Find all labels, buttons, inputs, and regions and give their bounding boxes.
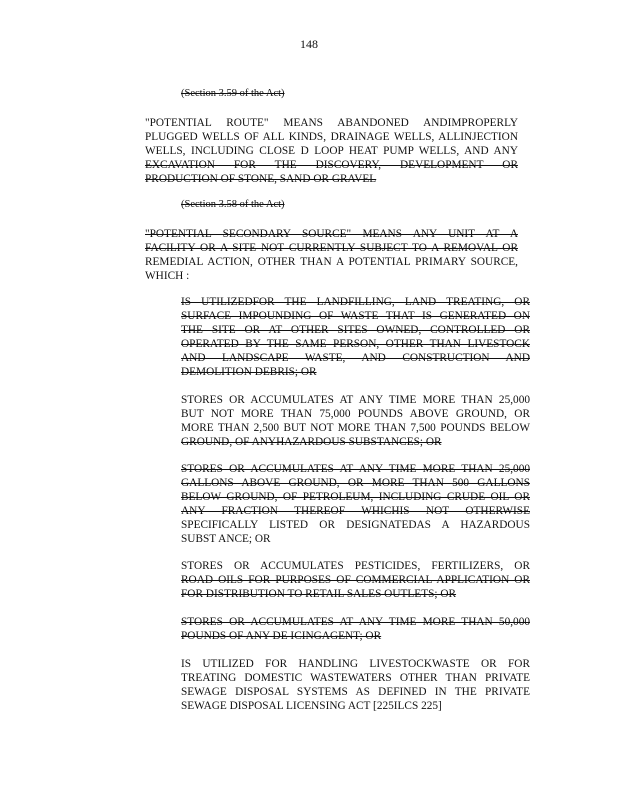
- struck-text-line: "POTENTIAL SECONDARY SOURCE" MEANS ANY UNIT AT A: [145, 228, 518, 240]
- text-line: BUT NOT MORE THAN 75,000 POUNDS ABOVE GROUND, OR: [181, 408, 530, 420]
- paragraph: [181, 462, 530, 546]
- text-line: SEWAGE DISPOSAL LICENSING ACT [225ILCS 225]: [181, 700, 442, 712]
- struck-text-line: IS UTILIZEDFOR THE LANDFILLING, LAND TREATING, OR: [181, 296, 530, 308]
- struck-text-line: STORES OR ACCUMULATES AT ANY TIME MORE THAN 50,000: [181, 616, 530, 628]
- section-citation: (Section 3.58 of the Act): [181, 199, 285, 210]
- struck-text-line: ANY FRACTION THEREOF WHICHIS NOT OTHERWISE: [181, 505, 530, 517]
- struck-text-line: STORES OR ACCUMULATES AT ANY TIME MORE THAN 25,000: [181, 463, 530, 475]
- struck-text-line: SURFACE IMPOUNDING OF WASTE THAT IS GENERATED ON: [181, 310, 530, 322]
- paragraph: [181, 657, 530, 713]
- text-line: STORES OR ACCUMULATES PESTICIDES, FERTILIZERS, OR: [181, 560, 530, 572]
- text-line: PLUGGED WELLS OF ALL KINDS, DRAINAGE WELLS, ALLINJECTION: [145, 131, 518, 143]
- struck-text-line: GROUND, OF ANYHAZARDOUS SUBSTANCES; OR: [181, 436, 442, 448]
- page-number: 148: [300, 37, 318, 51]
- paragraph: [145, 227, 518, 283]
- paragraph: [181, 615, 530, 643]
- text-line: TREATING DOMESTIC WASTEWATERS OTHER THAN PRIVATE: [181, 672, 530, 684]
- text-line: STORES OR ACCUMULATES AT ANY TIME MORE THAN 25,000: [181, 394, 530, 406]
- struck-text-line: FACILITY OR A SITE NOT CURRENTLY SUBJECT TO A REMOVAL OR: [145, 242, 518, 254]
- struck-text-line: DEMOLITION DEBRIS; OR: [181, 366, 317, 378]
- text-line: MORE THAN 2,500 BUT NOT MORE THAN 7,500 POUNDS BELOW: [181, 422, 530, 434]
- paragraph: [181, 295, 530, 379]
- text-line: SUBST ANCE; OR: [181, 533, 271, 545]
- paragraph: [181, 559, 530, 601]
- struck-text-line: THE SITE OR AT OTHER SITES OWNED, CONTROLLED OR: [181, 324, 530, 336]
- paragraph: [145, 116, 518, 186]
- text-line: WELLS, INCLUDING CLOSE D LOOP HEAT PUMP WELLS, AND ANY: [145, 145, 518, 157]
- struck-text-line: AND LANDSCAPE WASTE, AND CONSTRUCTION AND: [181, 352, 530, 364]
- struck-text-line: BELOW GROUND, OF PETROLEUM, INCLUDING CRUDE OIL OR: [181, 491, 530, 503]
- struck-text-line: GALLONS ABOVE GROUND, OR MORE THAN 500 GALLONS: [181, 477, 530, 489]
- paragraph: [181, 393, 530, 449]
- text-line: WHICH :: [145, 270, 190, 282]
- struck-text-line: OPERATED BY THE SAME PERSON, OTHER THAN LIVESTOCK: [181, 338, 530, 350]
- struck-text-line: ROAD OILS FOR PURPOSES OF COMMERCIAL APPLICATION OR: [181, 574, 530, 586]
- text-line: SPECIFICALLY LISTED OR DESIGNATEDAS A HAZARDOUS: [181, 519, 530, 531]
- text-line: IS UTILIZED FOR HANDLING LIVESTOCKWASTE OR FOR: [181, 658, 530, 670]
- struck-text-line: FOR DISTRIBUTION TO RETAIL SALES OUTLETS; OR: [181, 588, 457, 600]
- section-citation: (Section 3.59 of the Act): [181, 88, 285, 99]
- text-line: "POTENTIAL ROUTE" MEANS ABANDONED ANDIMPROPERLY: [145, 117, 518, 129]
- struck-text-line: PRODUCTION OF STONE, SAND OR GRAVEL: [145, 173, 377, 185]
- text-line: SEWAGE DISPOSAL SYSTEMS AS DEFINED IN THE PRIVATE: [181, 686, 530, 698]
- text-line: REMEDIAL ACTION, OTHER THAN A POTENTIAL PRIMARY SOURCE,: [145, 256, 518, 268]
- struck-text-line: POUNDS OF ANY DE ICINGAGENT; OR: [181, 630, 382, 642]
- struck-text-line: EXCAVATION FOR THE DISCOVERY, DEVELOPMENT OR: [145, 159, 518, 171]
